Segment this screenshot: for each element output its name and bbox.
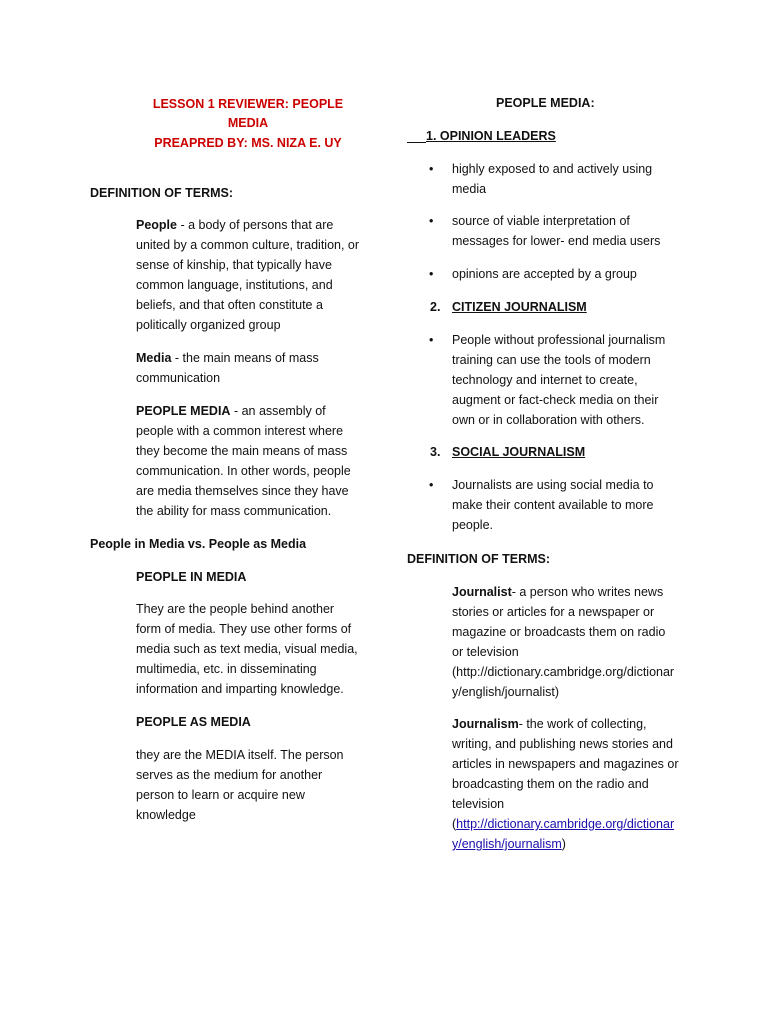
media-term: Media (136, 351, 172, 365)
social-journalism-heading (430, 442, 586, 462)
citizen-bullet (429, 330, 678, 430)
opinion-leaders-underline-lead (407, 142, 426, 143)
journalism-source-link[interactable]: http://dictionary.cambridge.org/dictionary/english/journalism (452, 817, 675, 851)
people-def: - a body of persons that are united by a common culture, tradition, or sense of kinship, that typically have common language, institutions, and beliefs, and that often constitute a politically organized group (136, 218, 360, 332)
bullet-icon: • (429, 478, 434, 492)
journalist-def: - a person who writes news stories or articles for a newspaper or magazine or broadcasts them on radio or television (http://dictionary.cambridge.org/dictionary/english/journalist) (452, 585, 675, 699)
people-as-media-heading: PEOPLE AS MEDIA (136, 715, 251, 729)
document-title (140, 94, 356, 153)
people-media-def: - an assembly of people with a common interest where they become the main means of mass communication. In other words, people are media themselves since they have the ability for mass communication. (136, 404, 351, 518)
opinion-bullet-2 (429, 211, 674, 251)
people-in-media-text: They are the people behind another form of media. They use other forms of media such as text media, visual media, multimedia, etc. in disseminating information and imparting knowledge. (136, 602, 358, 696)
people-media-definition (136, 401, 366, 521)
bullet-icon: • (429, 333, 434, 347)
prepared-by: PREAPRED BY: MS. NIZA E. UY (154, 136, 342, 150)
journalism-def: - the work of collecting, writing, and publishing news stories and articles in newspapers and magazines or broadcasting them on the radio and television (452, 717, 679, 811)
people-as-media-text: they are the MEDIA itself. The person serves as the medium for another person to learn or acquire new knowledge (136, 748, 344, 822)
title-line-1: LESSON 1 REVIEWER: PEOPLE (152, 97, 344, 111)
bullet-icon: • (429, 162, 434, 176)
title-line-2: MEDIA (227, 116, 269, 130)
journalism-definition (452, 714, 680, 854)
opinion-leaders-heading: 1. OPINION LEADERS (426, 129, 556, 143)
journalism-link-open: ( (452, 817, 457, 831)
definition-heading-right: DEFINITION OF TERMS: (407, 552, 551, 566)
opinion-bullet-text: source of viable interpretation of messages for lower- end media users (452, 214, 661, 248)
citizen-bullet-text: People without professional journalism training can use the tools of modern technology and internet to create, augment or fact-check media on their own or in collaboration with others. (452, 333, 666, 427)
people-media-term: PEOPLE MEDIA (136, 404, 231, 418)
people-term: People (136, 218, 177, 232)
journalism-term: Journalism (452, 717, 519, 731)
opinion-bullet-text: opinions are accepted by a group (452, 267, 637, 281)
journalism-link-close: ) (561, 837, 566, 851)
opinion-bullet-3 (429, 264, 674, 284)
people-definition (136, 215, 362, 335)
section-number: 2. (430, 300, 441, 314)
journalist-term: Journalist (452, 585, 512, 599)
vs-heading: People in Media vs. People as Media (90, 537, 307, 551)
media-definition (136, 348, 362, 388)
people-media-heading: PEOPLE MEDIA: (496, 96, 595, 110)
section-label: SOCIAL JOURNALISM (452, 445, 586, 459)
section-number: 3. (430, 445, 441, 459)
social-bullet (429, 475, 674, 535)
journalist-definition (452, 582, 676, 702)
definition-heading-left: DEFINITION OF TERMS: (90, 186, 234, 200)
section-label: CITIZEN JOURNALISM (452, 300, 587, 314)
bullet-icon: • (429, 267, 434, 281)
media-def: - the main means of mass communication (136, 351, 319, 385)
citizen-journalism-heading (430, 297, 587, 317)
opinion-bullet-1 (429, 159, 674, 199)
opinion-bullet-text: highly exposed to and actively using media (452, 162, 653, 196)
people-in-media-heading: PEOPLE IN MEDIA (136, 570, 247, 584)
social-bullet-text: Journalists are using social media to make their content available to more people. (452, 478, 654, 532)
bullet-icon: • (429, 214, 434, 228)
